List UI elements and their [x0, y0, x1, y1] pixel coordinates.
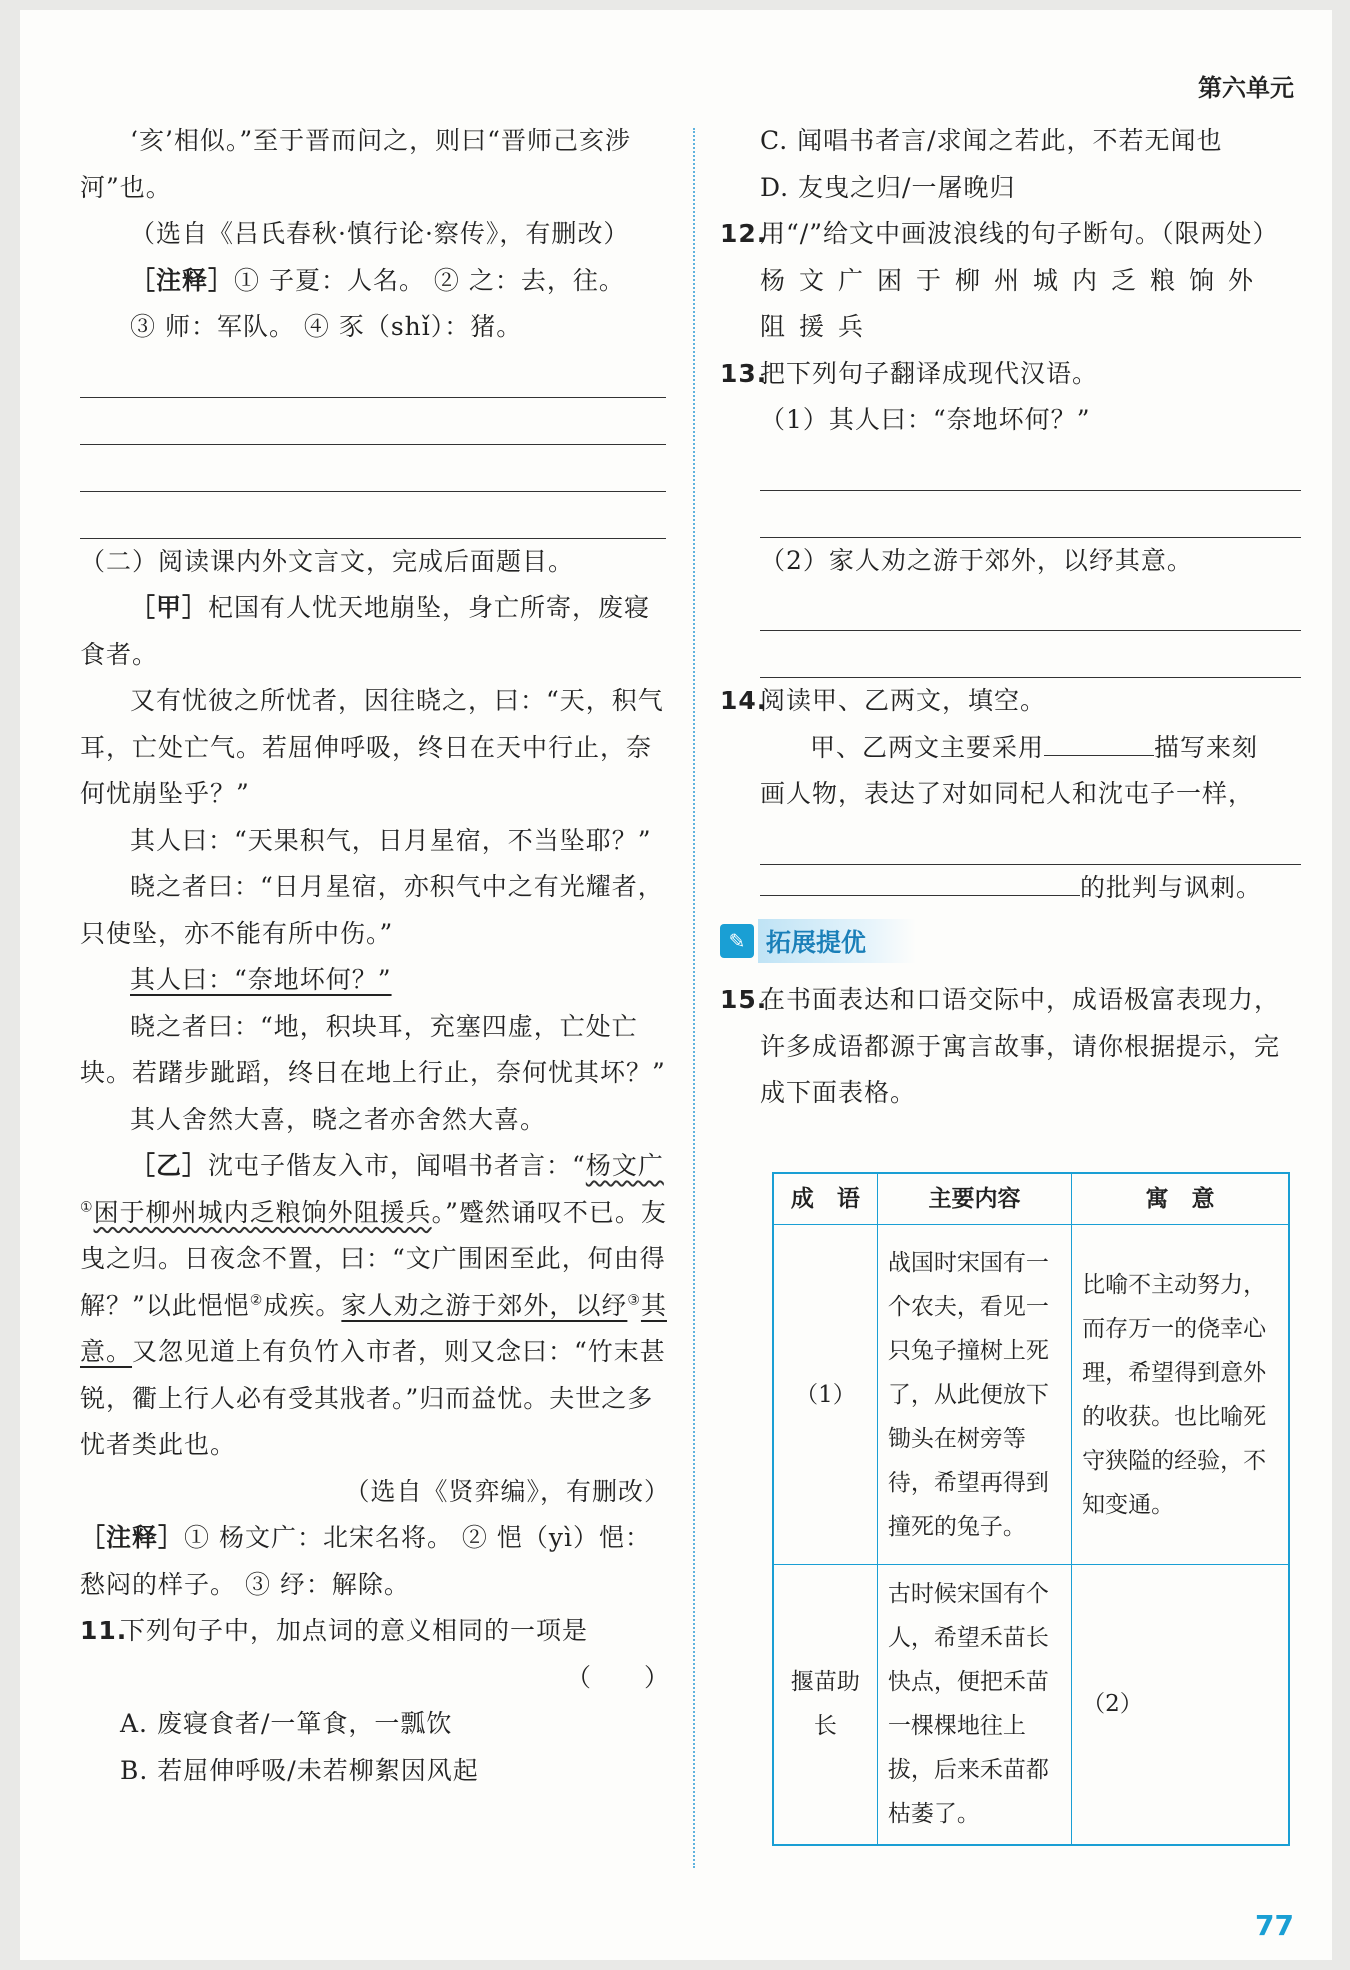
answer-line[interactable] [80, 492, 666, 539]
part2-title: （二）阅读课内外文言文，完成后面题目。 [80, 546, 575, 576]
question-14-line2: 画人物，表达了对如同杞人和沈屯子一样， [760, 779, 1255, 808]
section-header [720, 919, 1305, 963]
header-content: 主要内容 [877, 1173, 1071, 1225]
passage-continuation-2: 河”也。 [80, 172, 172, 202]
answer-paren-11[interactable]: （ ） [565, 1662, 670, 1692]
question-14-fill: 甲、乙两文主要采用 描写来刻 [720, 725, 1305, 772]
jia-paragraph-4: 晓之者曰：“日月星宿，亦积气中之有光耀者，只使坠，亦不能有所中伤。” [80, 872, 664, 948]
option-d[interactable]: D. 友曳之归/一屠晚归 [760, 172, 1016, 202]
answer-line[interactable] [80, 351, 666, 398]
idiom-cell: 揠苗助长 [773, 1565, 877, 1845]
content-cell: 战国时宋国有一个农夫，看见一只兔子撞树上死了，从此便放下锄头在树旁等待，希望再得到撞死的兔子。 [877, 1225, 1071, 1565]
notes-1b: ③ 师：军队。 ④ 豕（shǐ）：猪。 [130, 312, 523, 341]
answer-line[interactable] [760, 631, 1301, 678]
content-cell: 古时候宋国有个人，希望禾苗长快点，便把禾苗一棵棵地往上拔，后来禾苗都枯萎了。 [877, 1565, 1071, 1845]
option-b[interactable]: B. 若屈伸呼吸/未若柳絮因风起 [120, 1755, 479, 1785]
question-14-line4: 的批判与讽刺。 [720, 865, 1305, 912]
option-a[interactable]: A. 废寝食者/一箪食，一瓢饮 [120, 1709, 453, 1738]
meaning-blank-2[interactable]: （2） [1072, 1565, 1289, 1845]
jia-paragraph-5: 其人曰：“奈地坏何？” [130, 965, 392, 994]
header-meaning: 寓 意 [1072, 1173, 1289, 1225]
note-tag: ［注释］ [130, 265, 235, 295]
answer-line[interactable] [760, 584, 1301, 631]
notes-2: ［注释］① 杨文广：北宋名将。 ② 悒（yì）悒： [80, 1523, 651, 1552]
page-number: 77 [1255, 1909, 1294, 1942]
idiom-blank-1[interactable]: （1） [773, 1225, 877, 1565]
jia-paragraph-3: 其人曰：“天果积气，日月星宿，不当坠耶？” [130, 825, 652, 855]
passage-continuation: ‘亥’相似。”至于晋而问之，则曰“晋师己亥涉 [130, 126, 631, 155]
jia-paragraph-6: 晓之者曰：“地，积块耳，充塞四虚，亡处亡块。若躇步跐蹈，终日在地上行止，奈何忧其坏？” [80, 1011, 666, 1087]
source-citation-1: （选自《吕氏春秋·慎行论·察传》，有删改） [130, 219, 630, 248]
notes-2b: 愁闷的样子。 ③ 纾：解除。 [80, 1569, 410, 1599]
answer-line[interactable] [760, 491, 1301, 538]
question-13: 13.把下列句子翻译成现代汉语。 [720, 358, 1099, 388]
jia-paragraph-2: 又有忧彼之所忧者，因往晓之，曰：“天，积气耳，亡处亡气。若屈伸呼吸，终日在天中行止，奈何忧崩坠乎？” [80, 686, 664, 808]
meaning-cell: 比喻不主动努力，而存万一的侥幸心理，希望得到意外的收获。也比喻死守狭隘的经验，不知变通。 [1072, 1225, 1289, 1565]
section-title: 拓展提优 [758, 919, 916, 963]
table-row [773, 1225, 1289, 1565]
unit-header: 第六单元 [1198, 74, 1294, 102]
question-14: 14.阅读甲、乙两文，填空。 [720, 686, 1047, 715]
right-column [720, 118, 1305, 1117]
question-12-sentence: 杨文广困于柳州城内乏粮饷外阻援兵 [760, 265, 1268, 341]
question-15: 15.在书面表达和口语交际中，成语极富表现力，许多成语都源于寓言故事，请你根据提示，完成下面表格。 [720, 985, 1281, 1107]
idiom-table [772, 1172, 1290, 1846]
notes-1: ［注释］① 子夏：人名。 ② 之：去，往。 [130, 265, 625, 295]
question-12: 12.用“/”给文中画波浪线的句子断句。（限两处） [720, 219, 1279, 248]
table-row [773, 1565, 1289, 1845]
workbook-page [20, 10, 1332, 1960]
question-13-2: （2）家人劝之游于郊外，以纾其意。 [760, 545, 1193, 575]
left-column [80, 118, 670, 1794]
header-idiom: 成 语 [773, 1173, 877, 1225]
answer-line[interactable] [80, 398, 666, 445]
question-13-1: （1）其人曰：“奈地坏何？” [760, 405, 1091, 434]
answer-line[interactable] [80, 445, 666, 492]
table-header-row [773, 1173, 1289, 1225]
fill-blank[interactable] [1044, 725, 1154, 756]
answer-line[interactable] [760, 818, 1301, 865]
option-c[interactable]: C. 闻唱书者言/求闻之若此，不若无闻也 [760, 126, 1223, 155]
answer-line[interactable] [760, 444, 1301, 491]
jia-paragraph-1: ［甲］杞国有人忧天地崩坠，身亡所寄，废寝食者。 [80, 593, 651, 669]
jia-paragraph-7: 其人舍然大喜，晓之者亦舍然大喜。 [130, 1104, 547, 1134]
fill-blank[interactable] [760, 865, 1080, 896]
edit-icon: ✎ [720, 924, 754, 958]
yi-paragraph: ［乙］沈屯子偕友入市，闻唱书者言：“杨文广①困于柳州城内乏粮饷外阻援兵。”蹙然诵叹不已。友曳之归。日夜念不置，曰：“文广围困至此，何由得解？”以此悒悒②成疾。家人劝之游于郊外，以纾③其意。又忽见道上有负竹入市者，则又念曰：“竹末甚锐，衢上行人必有受其戕者。”归而益忧。夫世之多忧者类此也。 [80, 1151, 667, 1459]
column-divider [693, 128, 695, 1868]
source-citation-2: （选自《贤弈编》，有删改） [344, 1476, 670, 1506]
question-11: 11.下列句子中，加点词的意义相同的一项是 [80, 1616, 589, 1645]
